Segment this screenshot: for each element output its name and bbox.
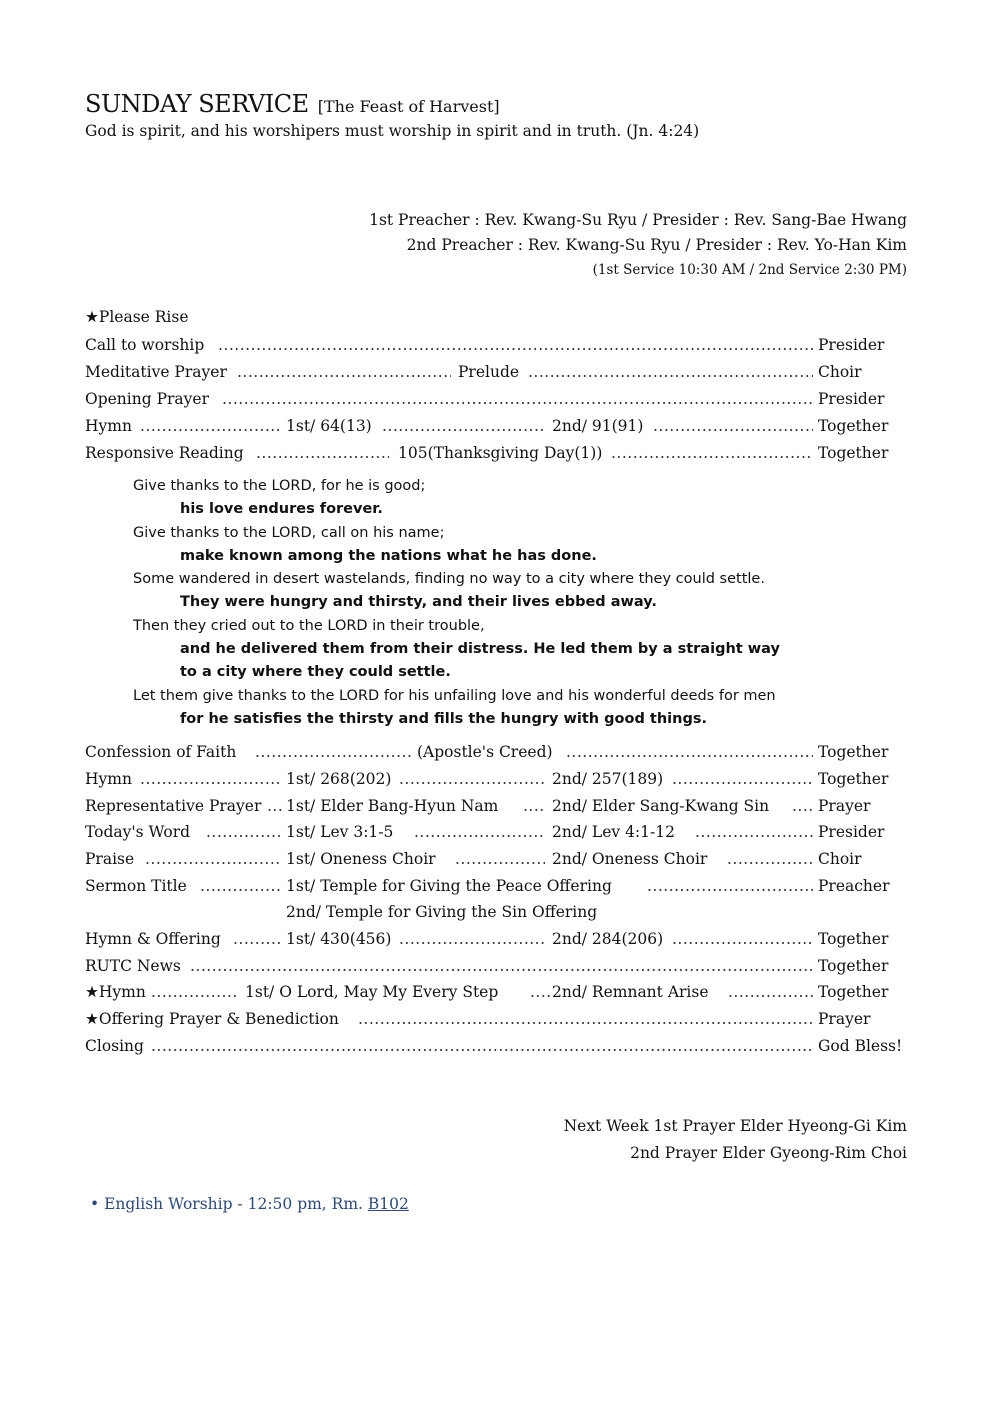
dot-leader bbox=[792, 794, 813, 818]
dot-leader bbox=[566, 740, 813, 764]
order-row-representative-prayer bbox=[85, 794, 907, 818]
preacher-block bbox=[369, 208, 907, 283]
title-subtitle: [The Feast of Harvest] bbox=[317, 97, 500, 116]
order-row-rutc-news bbox=[85, 954, 907, 978]
dot-leader bbox=[151, 1034, 813, 1058]
order-row-closing bbox=[85, 1034, 907, 1058]
order-label: Hymn bbox=[85, 417, 132, 435]
order-row-sermon-title-continuation bbox=[85, 900, 907, 924]
order-detail-1st: 1st/ Elder Bang-Hyun Nam bbox=[286, 797, 499, 815]
dot-leader bbox=[399, 767, 545, 791]
dot-leader bbox=[647, 874, 813, 898]
dot-leader bbox=[140, 767, 281, 791]
dot-leader bbox=[399, 927, 545, 951]
order-row-hymn bbox=[85, 767, 907, 791]
dot-leader bbox=[206, 820, 281, 844]
dot-leader bbox=[200, 874, 281, 898]
order-detail-2nd: 2nd/ Lev 4:1-12 bbox=[552, 823, 675, 841]
title-main: SUNDAY SERVICE bbox=[85, 90, 309, 118]
responsive-reading-text bbox=[133, 475, 780, 731]
dot-leader bbox=[530, 980, 551, 1004]
order-label: Hymn bbox=[85, 770, 132, 788]
order-row-meditative-prayer bbox=[85, 360, 907, 384]
dot-leader bbox=[528, 360, 813, 384]
reading-leader-line: Then they cried out to the LORD in their trouble, bbox=[133, 617, 485, 634]
dot-leader bbox=[145, 847, 281, 871]
reading-response-line: make known among the nations what he has done. bbox=[180, 547, 597, 564]
order-role: Together bbox=[818, 743, 889, 761]
preacher-line-2: 2nd Preacher : Rev. Kwang-Su Ryu / Presider : Rev. Yo-Han Kim bbox=[406, 236, 907, 254]
order-label: Today's Word bbox=[85, 823, 191, 841]
order-row-offering-prayer-benediction bbox=[85, 1007, 907, 1031]
order-role: Together bbox=[818, 983, 889, 1001]
order-label: Responsive Reading bbox=[85, 444, 244, 462]
order-label: RUTC News bbox=[85, 957, 181, 975]
order-role: God Bless! bbox=[818, 1037, 903, 1055]
reading-leader-line: Give thanks to the LORD, call on his name; bbox=[133, 524, 445, 541]
order-row-confession-of-faith bbox=[85, 740, 907, 764]
order-detail-2nd: 2nd/ Oneness Choir bbox=[552, 850, 708, 868]
please-rise-label: ★Please Rise bbox=[85, 308, 189, 326]
dot-leader bbox=[672, 927, 813, 951]
order-label: Confession of Faith bbox=[85, 743, 237, 761]
order-role: Presider bbox=[818, 336, 885, 354]
order-detail-2nd: 2nd/ Remnant Arise bbox=[552, 983, 709, 1001]
order-detail-2nd: 2nd/ 257(189) bbox=[552, 770, 664, 788]
english-worship-room: B102 bbox=[367, 1195, 409, 1213]
reading-leader-line: Some wandered in desert wastelands, finding no way to a city where they could settle. bbox=[133, 571, 765, 588]
dot-leader bbox=[267, 794, 283, 818]
order-label: Opening Prayer bbox=[85, 390, 209, 408]
dot-leader bbox=[672, 767, 813, 791]
dot-leader bbox=[523, 794, 545, 818]
order-row-responsive-reading bbox=[85, 441, 907, 465]
order-label: Closing bbox=[85, 1037, 144, 1055]
order-role: Prayer bbox=[818, 797, 871, 815]
order-detail-2nd: 2nd/ Temple for Giving the Sin Offering bbox=[286, 903, 598, 921]
dot-leader bbox=[222, 387, 813, 411]
order-detail-1st: 1st/ Oneness Choir bbox=[286, 850, 436, 868]
dot-leader bbox=[653, 414, 813, 438]
order-label: Sermon Title bbox=[85, 877, 187, 895]
order-detail-1st: 1st/ 64(13) bbox=[286, 417, 372, 435]
order-role: Together bbox=[818, 417, 889, 435]
order-row-hymn-and-offering bbox=[85, 927, 907, 951]
order-row-opening-prayer bbox=[85, 387, 907, 411]
dot-leader bbox=[382, 414, 545, 438]
order-detail: Prelude bbox=[458, 363, 520, 381]
reading-response-line: for he satisfies the thirsty and fills the hungry with good things. bbox=[180, 710, 707, 727]
reading-response-line: his love endures forever. bbox=[180, 501, 383, 518]
order-label: Meditative Prayer bbox=[85, 363, 227, 381]
order-role: Together bbox=[818, 957, 889, 975]
dot-leader bbox=[727, 847, 813, 871]
order-row-todays-word bbox=[85, 820, 907, 844]
order-label: Call to worship bbox=[85, 336, 205, 354]
order-role: Together bbox=[818, 444, 889, 462]
order-role: Together bbox=[818, 930, 889, 948]
dot-leader bbox=[190, 954, 813, 978]
dot-leader bbox=[455, 847, 545, 871]
order-role: Prayer bbox=[818, 1010, 871, 1028]
order-detail-2nd: 2nd/ 91(91) bbox=[552, 417, 644, 435]
order-role: Presider bbox=[818, 390, 885, 408]
order-label: Praise bbox=[85, 850, 135, 868]
order-detail-1st: 1st/ O Lord, May My Every Step bbox=[245, 983, 499, 1001]
order-row-closing-hymn bbox=[85, 980, 907, 1004]
dot-leader bbox=[218, 333, 813, 357]
order-row-sermon-title bbox=[85, 874, 907, 898]
order-label: Representative Prayer bbox=[85, 797, 262, 815]
service-times: (1st Service 10:30 AM / 2nd Service 2:30 PM) bbox=[592, 262, 907, 278]
english-worship-text: • English Worship - 12:50 pm, Rm. bbox=[90, 1195, 368, 1213]
order-label: Hymn & Offering bbox=[85, 930, 221, 948]
order-detail-2nd: 2nd/ Elder Sang-Kwang Sin bbox=[552, 797, 770, 815]
theme-verse: God is spirit, and his worshipers must worship in spirit and in truth. (Jn. 4:24) bbox=[85, 122, 700, 140]
order-detail-2nd: 2nd/ 284(206) bbox=[552, 930, 664, 948]
dot-leader bbox=[414, 820, 545, 844]
order-detail-1st: 1st/ Temple for Giving the Peace Offering bbox=[286, 877, 612, 895]
order-row-hymn bbox=[85, 414, 907, 438]
order-label: ★Hymn bbox=[85, 983, 146, 1001]
next-week-line-1: Next Week 1st Prayer Elder Hyeong-Gi Kim bbox=[563, 1117, 907, 1135]
dot-leader bbox=[358, 1007, 813, 1031]
order-detail-1st: 1st/ 268(202) bbox=[286, 770, 392, 788]
order-role: Choir bbox=[818, 850, 862, 868]
order-role: Choir bbox=[818, 363, 862, 381]
reading-leader-line: Let them give thanks to the LORD for his unfailing love and his wonderful deeds for men bbox=[133, 687, 776, 704]
reading-leader-line: Give thanks to the LORD, for he is good; bbox=[133, 478, 426, 494]
order-role: Together bbox=[818, 770, 889, 788]
dot-leader bbox=[255, 740, 411, 764]
dot-leader bbox=[140, 414, 281, 438]
dot-leader bbox=[237, 360, 451, 384]
reading-response-line: to a city where they could settle. bbox=[180, 664, 451, 681]
order-detail: 105(Thanksgiving Day(1)) bbox=[398, 444, 603, 462]
order-label: ★Offering Prayer & Benediction bbox=[85, 1010, 339, 1028]
dot-leader bbox=[611, 441, 813, 465]
order-role: Preacher bbox=[818, 877, 890, 895]
order-row-praise bbox=[85, 847, 907, 871]
order-role: Presider bbox=[818, 823, 885, 841]
english-worship-note bbox=[90, 1195, 409, 1213]
dot-leader bbox=[728, 980, 813, 1004]
dot-leader bbox=[151, 980, 239, 1004]
next-week-block bbox=[564, 1113, 907, 1167]
service-title bbox=[85, 90, 500, 118]
order-detail-1st: 1st/ Lev 3:1-5 bbox=[286, 823, 394, 841]
dot-leader bbox=[233, 927, 281, 951]
reading-response-line: and he delivered them from their distress. He led them by a straight way bbox=[180, 641, 780, 658]
order-detail: (Apostle's Creed) bbox=[417, 743, 553, 761]
next-week-line-2: 2nd Prayer Elder Gyeong-Rim Choi bbox=[630, 1144, 907, 1162]
preacher-line-1: 1st Preacher : Rev. Kwang-Su Ryu / Presider : Rev. Sang-Bae Hwang bbox=[369, 211, 907, 229]
dot-leader bbox=[695, 820, 813, 844]
order-detail-1st: 1st/ 430(456) bbox=[286, 930, 392, 948]
reading-response-line: They were hungry and thirsty, and their lives ebbed away. bbox=[180, 594, 657, 611]
order-row-call-to-worship bbox=[85, 333, 907, 357]
dot-leader bbox=[256, 441, 389, 465]
